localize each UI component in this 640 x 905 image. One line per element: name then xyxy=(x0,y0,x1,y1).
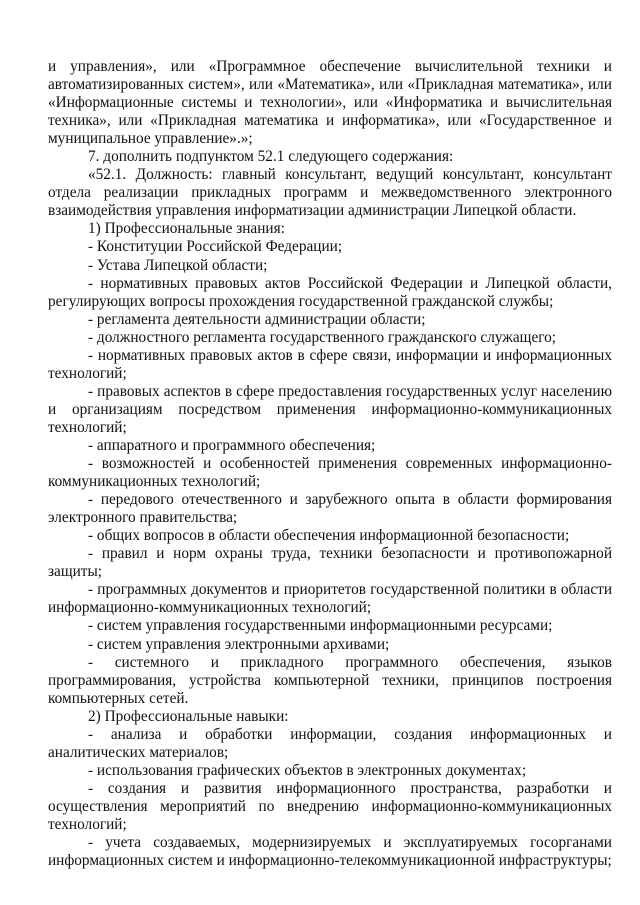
section-heading-skills: 2) Профессиональные навыки: xyxy=(88,707,289,725)
list-item: - создания и развития информационного пространства, разработки и осуществления мероприятий по внедрению информационно-коммуникационных технологий; xyxy=(48,779,612,833)
list-item: - учета создаваемых, модернизируемых и эксплуатируемых госорганами информационных систем и информационно-телекоммуникационной инфраструктуры; xyxy=(48,834,612,870)
list-item: - регламента деятельности администрации области; xyxy=(88,310,426,328)
list-item: - нормативных правовых актов в сфере связи, информации и информационных технологий; xyxy=(48,346,612,382)
list-item: - нормативных правовых актов Российской Федерации и Липецкой области, регулирующих вопросы прохождения государственной гражданской службы; xyxy=(48,274,612,310)
list-item: - возможностей и особенностей применения современных информационно-коммуникационных технологий; xyxy=(48,455,612,491)
list-item: - систем управления электронными архивами; xyxy=(88,635,390,653)
list-item: - передового отечественного и зарубежного опыта в области формирования электронного правительства; xyxy=(48,491,612,527)
document-page xyxy=(48,58,612,870)
list-item: - Конституции Российской Федерации; xyxy=(88,238,343,256)
list-item: - аппаратного и программного обеспечения; xyxy=(88,436,376,454)
list-item: - использования графических объектов в электронных документах; xyxy=(88,761,527,779)
list-item: - должностного регламента государственного гражданского служащего; xyxy=(88,328,557,346)
section-heading-knowledge: 1) Профессиональные знания: xyxy=(88,220,285,238)
list-item: - Устава Липецкой области; xyxy=(88,256,268,274)
paragraph-item-7: 7. дополнить подпунктом 52.1 следующего содержания: xyxy=(88,148,454,166)
list-item: - анализа и обработки информации, создания информационных и аналитических материалов; xyxy=(48,725,612,761)
list-item: - системного и прикладного программного обеспечения, языков программирования, устройства компьютерной техники, принципов построения компьютерных сетей. xyxy=(48,653,612,707)
list-item: - общих вопросов в области обеспечения информационной безопасности; xyxy=(88,527,570,545)
paragraph-subitem-52-1: «52.1. Должность: главный консультант, ведущий консультант, консультант отдела реализации прикладных программ и межведомственного электронного взаимодействия управления информатизации администрации Липецкой области. xyxy=(48,166,612,220)
paragraph-continuation: и управления», или «Программное обеспечение вычислительной техники и автоматизированных систем», или «Математика», или «Прикладная математика», или «Информационные системы и технологии», или «Информатика и вычислительная техника», или «Прикладная математика и информатика», или «Государственное и муниципальное управление».»; xyxy=(48,58,612,148)
list-item: - систем управления государственными информационными ресурсами; xyxy=(88,617,553,635)
list-item: - правовых аспектов в сфере предоставления государственных услуг населению и организациям посредством применения информационно-коммуникационных технологий; xyxy=(48,382,612,436)
list-item: - программных документов и приоритетов государственной политики в области информационно-коммуникационных технологий; xyxy=(48,581,612,617)
list-item: - правил и норм охраны труда, техники безопасности и противопожарной защиты; xyxy=(48,545,612,581)
